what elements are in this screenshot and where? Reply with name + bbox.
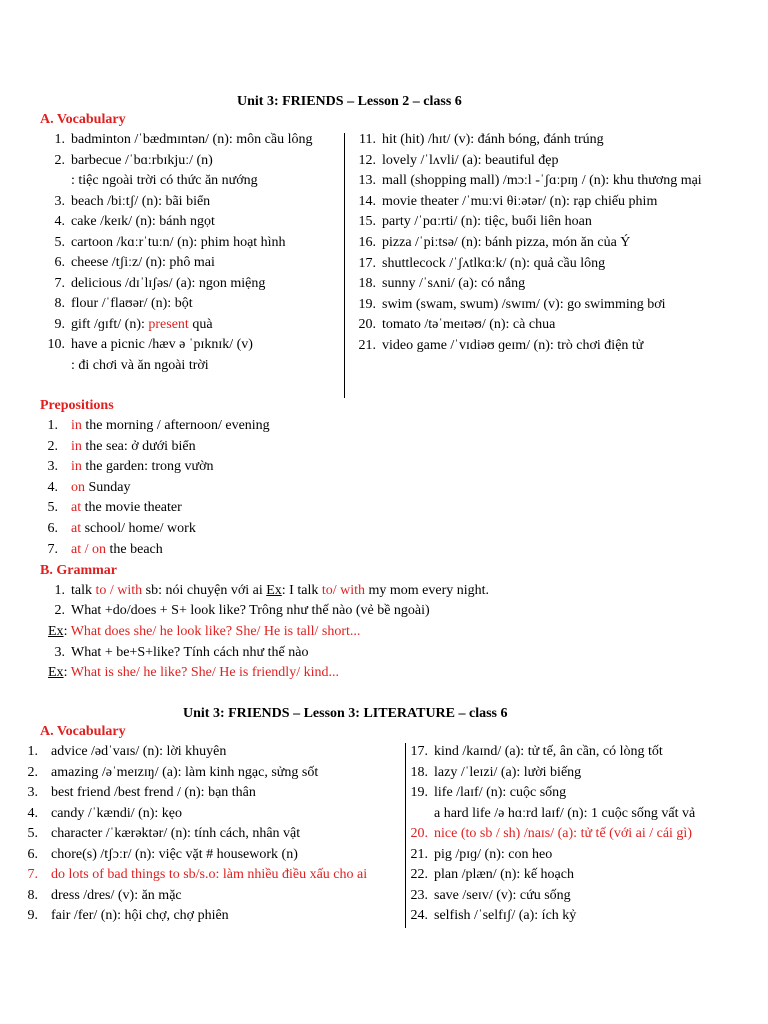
lesson3-vocabulary-heading: A. Vocabulary [40,724,126,739]
grammar-item [0,581,489,601]
list-item-text: kind /kaɪnd/ (a): tử tế, ân cần, có lòng tốt [434,744,663,759]
list-number: 4. [47,479,58,495]
list-item [0,742,226,762]
list-number: 1. [27,744,38,759]
list-item [380,804,695,824]
list-number: 9. [54,316,65,332]
list-item [0,356,209,376]
grammar-text: : [63,624,71,639]
grammar-heading: B. Grammar [40,563,117,578]
list-item-text: have a picnic /hæv ə ˈpɪknɪk/ (v) [71,337,253,352]
list-number: 6. [54,255,65,270]
list-item [0,335,253,355]
list-item [0,886,182,906]
list-item-text: do lots of bad things to sb/s.o: làm nhiều điều xấu cho ai [51,867,368,882]
list-number: 9. [27,908,38,923]
list-item [0,171,258,191]
list-number: 2. [54,603,65,618]
list-item-text: pizza /ˈpiːtsə/ (n): bánh pizza, món ăn của Ý [382,235,631,250]
list-item [330,295,666,315]
list-item-text: amazing /əˈmeɪzɪŋ/ (a): làm kinh ngạc, sửng sốt [51,764,319,780]
list-item-text: delicious /dɪˈlɪʃəs/ (a): ngon miệng [71,275,266,291]
list-item-text: Sunday [85,479,131,495]
list-item [330,151,559,171]
list-number: 11. [359,132,376,147]
list-item-text: movie theater /ˈmuːvi θiːətər/ (n): rạp chiếu phim [382,193,658,209]
list-item [0,192,210,212]
list-number: 15. [358,214,376,230]
list-item-highlight: at / on [71,541,106,557]
list-item-text: the garden: trong vườn [81,459,214,475]
list-item [0,416,270,436]
list-item-text: candy /ˈkændi/ (n): kẹo [51,805,183,821]
list-number: 21. [410,846,428,862]
list-item-highlight: in [71,418,82,433]
grammar-text: : I talk [281,583,322,598]
list-item [0,294,193,314]
list-item-text: cartoon /kɑːrˈtuːn/ (n): phim hoạt hình [71,234,286,250]
list-item [0,906,229,926]
example-text: What does she/ he look like? She/ He is tall/ short... [70,624,361,639]
list-number: 19. [410,785,428,800]
prepositions-heading: Prepositions [40,398,114,413]
list-number: 5. [27,826,38,841]
list-item [0,457,214,477]
list-number: 1. [54,132,65,147]
list-item-text: beach /biːtʃ/ (n): bãi biển [71,193,211,209]
list-item [330,212,592,232]
list-item [330,315,555,335]
list-item [0,763,318,783]
grammar-highlight: to/ with [321,583,366,598]
list-item-highlight: in [71,438,82,454]
grammar-item [0,643,308,663]
list-item-text: : đi chơi và ăn ngoài trời [71,357,209,373]
list-item [0,865,367,885]
list-item-text: hit (hit) /hɪt/ (v): đánh bóng, đánh trúng [382,132,604,147]
list-number: 2. [27,764,38,780]
list-item [0,845,298,865]
list-number: 14. [358,193,376,209]
list-item-text: fair /fer/ (n): hội chợ, chợ phiên [51,908,229,923]
list-item-text: : tiệc ngoài trời có thức ăn nướng [71,173,258,188]
list-number: 16. [358,235,376,250]
list-item-text: barbecue /ˈbɑːrbɪkjuː/ (n) [71,152,213,168]
list-item-text: party /ˈpɑːrti/ (n): tiệc, buổi liên hoan [382,214,592,230]
list-item-text: badminton /ˈbædmɪntən/ (n): môn cầu lông [71,132,313,147]
list-item [0,151,213,171]
list-item-text: video game /ˈvɪdiəʊ ɡeɪm/ (n): trò chơi điện tử [382,338,644,353]
list-item-text: the morning / afternoon/ evening [81,418,270,433]
list-item [330,274,525,294]
list-item-text: flour /ˈflaʊər/ (n): bột [71,296,193,311]
list-item-text: cake /keɪk/ (n): bánh ngọt [71,214,215,229]
list-number: 19. [358,296,376,312]
list-item [380,886,571,906]
grammar-text: : [63,665,71,680]
list-item [0,253,215,273]
list-item [0,274,265,294]
list-item [0,130,312,150]
list-item [0,212,215,232]
list-item-text: plan /plæn/ (n): kế hoạch [434,867,574,882]
list-item [0,540,163,560]
list-item-text: life /laɪf/ (n): cuộc sống [434,785,567,800]
list-number: 3. [47,459,58,475]
lesson2-vocabulary-heading: A. Vocabulary [40,112,126,127]
list-item [0,824,300,844]
list-item-text: a hard life /ə hɑːrd laɪf/ (n): 1 cuộc sống vất vả [434,805,696,821]
list-number: 8. [54,296,65,311]
list-item-text: cheese /tʃiːz/ (n): phô mai [71,255,215,270]
list-number: 10. [47,337,65,352]
list-item [0,233,286,253]
grammar-text: talk [71,583,96,598]
list-item [380,763,581,783]
list-item [380,865,574,885]
list-item [0,478,131,498]
list-item [380,845,552,865]
list-item-text: selfish /ˈselfɪʃ/ (a): ích kỷ [434,908,577,923]
list-number: 24. [410,908,428,923]
list-number: 23. [410,887,428,903]
list-item-text: the beach [106,541,163,557]
list-item-text: mall (shopping mall) /mɔːl -ˈʃɑːpɪŋ / (n): khu thương mại [382,173,702,189]
grammar-example [48,663,339,683]
example-label: Ex [266,583,282,598]
list-item-highlight: at [71,521,82,536]
list-item [0,519,196,539]
list-item-text: save /seɪv/ (v): cứu sống [434,887,571,903]
list-number: 3. [54,645,65,660]
list-item-highlight: at [71,500,82,516]
list-number: 12. [358,152,376,168]
list-item-highlight: present [148,316,189,332]
list-number: 3. [27,785,38,800]
list-item-text: nice (to sb / sh) /naɪs/ (a): tử tế (với ai / cái gì) [434,826,692,841]
list-number: 2. [47,438,58,454]
list-item-text: quà [188,316,213,332]
list-item-text: best friend /best frend / (n): bạn thân [51,785,256,800]
list-item-text: lazy /ˈleɪzi/ (a): lười biếng [434,764,582,780]
list-number: 7. [47,541,58,557]
example-label: Ex [48,665,64,680]
list-item [0,437,196,457]
list-item-text: the sea: ở dưới biển [81,438,196,454]
grammar-text: sb: nói chuyện với ai [142,583,267,598]
grammar-text: my mom every night. [365,583,490,598]
list-number: 2. [54,152,65,168]
list-number: 6. [27,846,38,862]
list-item-text: dress /dres/ (v): ăn mặc [51,887,182,903]
lesson2-title: Unit 3: FRIENDS – Lesson 2 – class 6 [237,94,462,109]
list-item [380,906,576,926]
list-number: 1. [54,583,65,598]
list-item-text: lovely /ˈlʌvli/ (a): beautiful đẹp [382,152,559,168]
grammar-example [48,622,360,642]
list-item-text: sunny /ˈsʌni/ (a): có nắng [382,276,526,292]
list-number: 5. [54,234,65,250]
list-item-highlight: on [71,479,85,495]
list-item-text: tomato /təˈmeɪtəʊ/ (n): cà chua [382,317,556,333]
list-item-highlight: in [71,459,82,475]
list-number: 1. [47,418,58,433]
list-item [380,742,663,762]
list-item [330,336,643,356]
list-number: 4. [27,805,38,821]
list-item [0,804,182,824]
list-item [0,783,256,803]
list-number: 7. [54,275,65,291]
list-item-text: character /ˈkærəktər/ (n): tính cách, nhân vật [51,826,301,841]
example-label: Ex [48,624,64,639]
list-number: 7. [27,867,38,882]
list-number: 5. [47,500,58,516]
lesson3-title: Unit 3: FRIENDS – Lesson 3: LITERATURE – class 6 [183,706,508,721]
list-number: 20. [358,317,376,333]
list-item-text: gift /ɡɪft/ (n): [71,316,149,332]
list-item [330,130,604,150]
list-item-text: swim (swam, swum) /swɪm/ (v): go swimming bơi [382,296,666,312]
list-number: 13. [358,173,376,189]
list-item-text: chore(s) /tʃɔːr/ (n): việc vặt # housework (n) [51,846,298,862]
grammar-item [0,601,430,621]
list-number: 17. [358,255,376,271]
list-item [330,233,630,253]
example-text: What is she/ he like? She/ He is friendly/ kind... [70,665,339,680]
list-item-text: pig /pɪɡ/ (n): con heo [434,846,553,862]
list-item [0,498,182,518]
list-number: 20. [410,826,428,841]
list-number: 3. [54,193,65,209]
list-number: 18. [358,276,376,292]
list-number: 17. [410,744,428,759]
list-item-text: advice /ədˈvaɪs/ (n): lời khuyên [51,744,227,759]
list-number: 22. [410,867,428,882]
list-item [330,192,657,212]
list-item [380,824,692,844]
list-item-text: school/ home/ work [81,521,196,536]
list-number: 4. [54,214,65,229]
list-number: 21. [358,338,376,353]
list-item [380,783,566,803]
list-number: 18. [410,764,428,780]
list-item [330,254,605,274]
list-item-text: the movie theater [81,500,182,516]
grammar-highlight: to / with [95,583,143,598]
list-number: 8. [27,887,38,903]
list-item-text: shuttlecock /ˈʃʌtlkɑːk/ (n): quả cầu lông [382,255,606,271]
list-number: 6. [47,521,58,536]
list-item [0,315,213,335]
grammar-text: What + be+S+like? Tính cách như thế nào [71,645,309,660]
grammar-text: What +do/does + S+ look like? Trông như thế nào (vẻ bề ngoài) [71,603,430,618]
list-item [330,171,702,191]
